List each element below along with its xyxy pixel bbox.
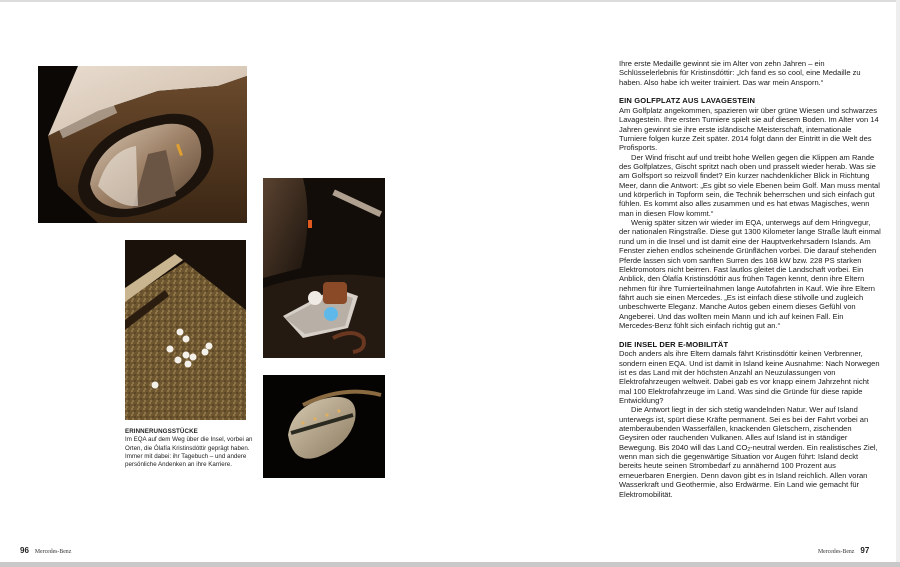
co2-subscript: 2: [747, 446, 751, 453]
page-top-rule: [0, 0, 900, 2]
page-right-edge: [896, 0, 900, 562]
paragraph: Doch anders als ihre Eltern damals fährt Kristinsdóttir keinen Verbrenner, sondern einen EQA. Und ist damit in Island keine Ausnahme: Nach Norwegen ist es das Land mit der höchsten Anzahl an Neuzulassungen von Elektrofahrzeugen weltweit. Dabei gab es vor knapp einem Jahrzehnt nicht mal 100 Elektrofahrzeuge im Land. Was sind die Gründe für diese rapide Entwicklung?: [619, 349, 880, 405]
car-seat-icon: [263, 178, 385, 358]
text-before-subscript: Die Antwort liegt in der sich stetig wandelnden Natur. Wer auf Island unterwegs ist, spürt diese Kräfte permanent. Sei es bei der Fahrt vorbei an atemberaubenden Wasserfällen, knackenden Gletschern, zischenden Geysiren oder rauchenden Vulkanen. Alles auf Island ist in ständiger Bewegung. Bis 2040 will das Land CO: [619, 405, 869, 452]
paragraph: Wenig später sitzen wir wieder im EQA, unterwegs auf dem Hringvegur, der nationalen Ringstraße. Diese gut 1300 Kilometer lange Straße läuft einmal rund um in die Insel und ist damit eine der Hauptverkehrsadern Islands. Am Fenster ziehen endlos scheinende Grünflächen vorbei. Die darauf stehenden Pferde lassen sich vom sanften Surren des 168 kW bzw. 228 PS starken Elektromotors nicht beirren. Fast lautlos gleitet die Landschaft vorbei. Ein Anblick, den Ólafía Kristinsdóttir aus frühen Tagen kennt, denn ihre Eltern nehmen für ihre Turnierteilnahmen lange Autofahrten in Kauf. Wie ihre Eltern fährt auch sie einen Mercedes. „Es ist einfach diese stilvolle und zugleich unbeschwerte Eleganz. Manche Autos geben einem dieses Gefühl von Angeberei. Und das wollten mein Mann und ich auf keinen Fall. Ein Mercedes-Benz fühlt sich einfach richtig gut an.“: [619, 218, 881, 331]
photo-caption: [125, 428, 255, 469]
photo-car-seat: [263, 178, 385, 358]
photo-golf-balls: [125, 240, 246, 420]
page-number-right: 97: [860, 546, 870, 555]
article-body: [619, 59, 881, 499]
caption-text: Im EQA auf dem Weg über die Insel, vorbei an Orten, die Ólafía Kristinsdóttir geprägt haben. Immer mit dabei: ihr Tagebuch – und andere persönliche Andenken an ihre Karriere.: [125, 436, 253, 469]
brand-right: Mercedes-Benz: [818, 549, 855, 555]
page-bottom-rule: [0, 562, 900, 567]
photo-golf-club: [263, 375, 385, 478]
golf-balls-icon: [125, 240, 246, 420]
golf-club-icon: [263, 375, 385, 478]
caption-title: ERINNERUNGSSTÜCKE: [125, 428, 198, 435]
paragraph-last: [619, 405, 881, 499]
paragraph: Am Golfplatz angekommen, spazieren wir über grüne Wiesen und schwarzes Lavagestein. Ihre ersten Turniere spielt sie auf diesem Boden. Im Alter von 14 Jahren gewinnt sie ihre erste isländische Meisterschaft, internationale Turniere folgen kurze Zeit später. 2014 folgt dann der Eintritt in die Welt des Profisports.: [619, 105, 879, 153]
folio-left: [20, 546, 71, 555]
photo-side-mirror: [38, 66, 247, 223]
paragraph: Der Wind frischt auf und treibt hohe Wellen gegen die Klippen am Rande des Golfplatzes, Gischt spritzt nach oben und prasselt wieder herab. Was sie am Golfsport so reizvoll findet? Ein kurzer nachdenklicher Blick in Richtung Meer, dann die Antwort: „Es gibt so viele Ebenen beim Golf. Man muss mental und körperlich in Topform sein, die Technik beherrschen und sich einfach gut fühlen. Es kommt also alles zusammen und es hat etwas Magisches, wenn man in diesen Flow kommt.“: [619, 152, 880, 218]
folio-right: [818, 546, 869, 555]
page-number-left: 96: [20, 546, 29, 555]
text-after-subscript: -neutral werden. Ein realistisches Ziel, wenn man sich die gegenwärtige Situation vor Augen führt: Island deckt bereits heute seinen Strombedarf zu annähernd 100 Prozent aus erneuerbaren Energien. Denn davon gibt es in Island reichlich. Allen voran Wasserkraft und Geothermie, also Erdwärme. Ein Land wie gemacht für Elektromobilität.: [619, 442, 878, 499]
intro-paragraph: Ihre erste Medaille gewinnt sie im Alter von zehn Jahren – ein Schlüsselerlebnis für Kristinsdóttir: „Ich fand es so cool, eine Medaille zu haben. Also habe ich weiter trainiert. Das war mein Ansporn.“: [619, 59, 861, 87]
section-heading-e-mobilitaet: DIE INSEL DER E-MOBILITÄT: [619, 339, 729, 349]
side-mirror-icon: [38, 66, 247, 223]
brand-left: Mercedes-Benz: [34, 549, 72, 555]
section-heading-golfplatz: EIN GOLFPLATZ AUS LAVAGESTEIN: [619, 96, 756, 106]
